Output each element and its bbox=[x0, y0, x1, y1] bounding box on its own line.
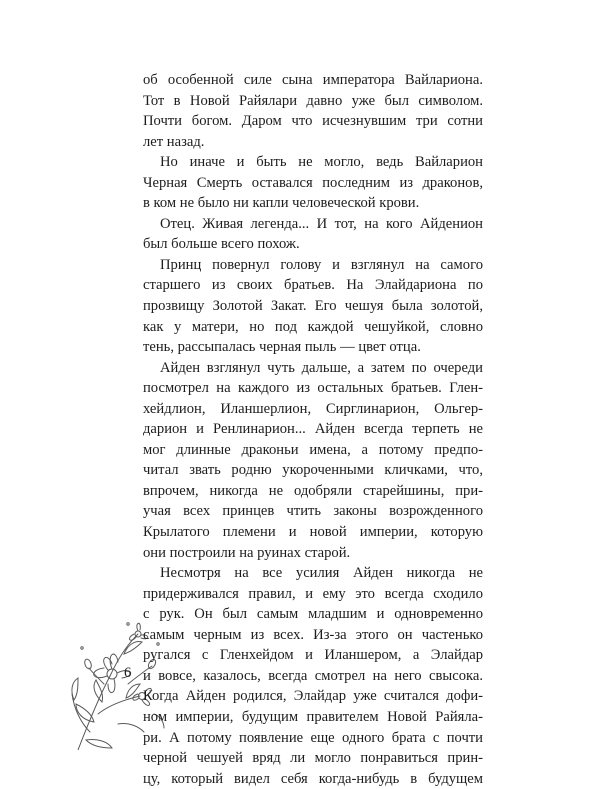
text-line: с рук. Он был самым младшим и одновременно bbox=[143, 606, 483, 623]
text-line: Черная Смерть оставался последним из драконов, bbox=[143, 174, 483, 191]
text-line: ри. А потому появление еще одного брата с почти bbox=[143, 729, 483, 746]
text-line: Тот в Новой Райялари давно уже был символом. bbox=[143, 92, 483, 109]
text-line: хейдлион, Иланшерлион, Сирглинарион, Ольгер- bbox=[143, 400, 483, 417]
text-line: черной чешуей вряд ли могло понравиться прин- bbox=[143, 750, 483, 767]
text-line: Принц повернул голову и взглянул на самого bbox=[160, 256, 483, 273]
text-line: об особенной силе сына императора Вайлариона. bbox=[143, 72, 483, 88]
text-line: Несмотря на все усилия Айден никогда не bbox=[160, 565, 483, 582]
text-line: Но иначе и быть не могло, ведь Вайларион bbox=[160, 154, 483, 171]
text-line: Почти богом. Даром что исчезнувшим три сотни bbox=[143, 113, 483, 130]
text-line: в ком не было ни капли человеческой крови. bbox=[143, 195, 420, 212]
text-line: посмотрел на каждого из остальных братьев. Глен- bbox=[143, 380, 483, 397]
text-line: придерживался правил, и ему это всегда сходило bbox=[143, 585, 483, 602]
body-text bbox=[143, 70, 483, 789]
text-line: мог длинные драконьи имена, а потому предпо- bbox=[143, 441, 483, 458]
text-line: Крылатого племени и новой империи, которую bbox=[143, 524, 483, 541]
text-line: Когда Айден родился, Элайдар уже считался дофи- bbox=[143, 688, 483, 705]
text-line: старшего из своих братьев. На Элайдариона по bbox=[143, 277, 483, 294]
text-line: Отец. Живая легенда... И тот, на кого Айденион bbox=[160, 215, 483, 232]
text-line: прозвищу Золотой Закат. Его чешуя была золотой, bbox=[143, 298, 483, 315]
text-line: учая всех принцев чтить законы возрожденного bbox=[143, 503, 483, 520]
text-line: впрочем, никогда не одобряли старейшины, при- bbox=[143, 482, 483, 499]
text-line: они построили на руинах старой. bbox=[143, 544, 351, 561]
page-number: 6 bbox=[124, 665, 132, 681]
text-line: дарион и Ренлинарион... Айден всегда терпеть не bbox=[143, 421, 483, 438]
text-line: Айден взглянул чуть дальше, а затем по очереди bbox=[160, 359, 483, 376]
text-line: как у матери, но под каждой чешуйкой, словно bbox=[143, 318, 483, 335]
text-line: читал звать родню укороченными кличками, что, bbox=[143, 462, 483, 479]
text-line: и вовсе, казалось, всегда смотрел на него свысока. bbox=[143, 667, 483, 684]
text-line: был больше всего похож. bbox=[143, 236, 300, 253]
text-line: самым черным из всех. Из-за этого он частенько bbox=[143, 626, 483, 643]
text-line: тень, рассыпалась черная пыль — цвет отца. bbox=[143, 339, 421, 356]
text-line: лет назад. bbox=[143, 133, 205, 150]
text-line: ном империи, будущим правителем Новой Райяла- bbox=[143, 708, 483, 725]
text-line: ругался с Гленхейдом и Иланшером, а Элайдар bbox=[143, 647, 483, 664]
text-line: цу, который видел себя когда-нибудь в будущем bbox=[143, 770, 483, 787]
